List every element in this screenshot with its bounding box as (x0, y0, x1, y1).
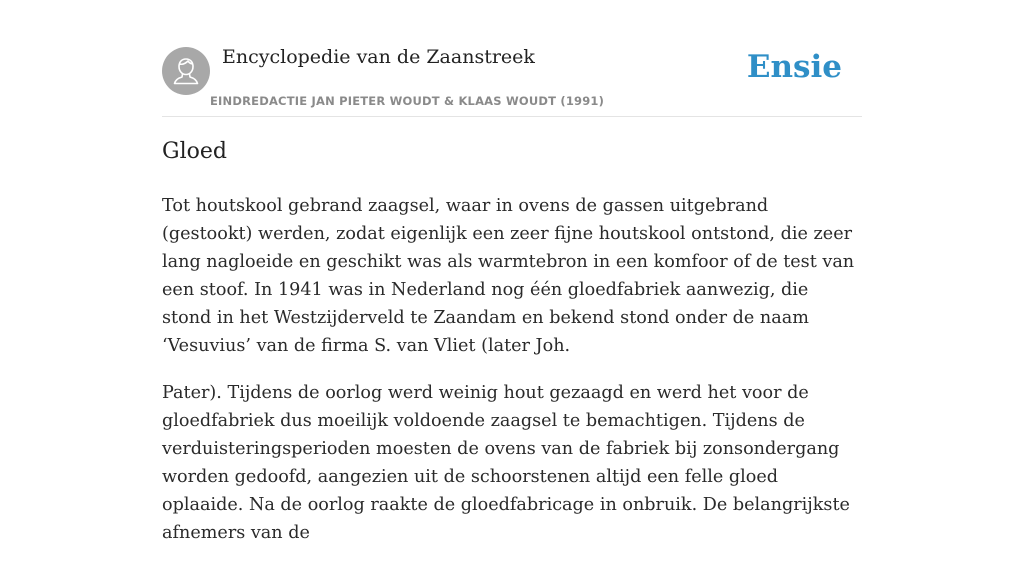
user-silhouette-icon[interactable] (162, 47, 210, 95)
ensie-logo[interactable]: Ensie (746, 49, 842, 85)
source-editors: EINDREDACTIE JAN PIETER WOUDT & KLAAS WOUDT (1991) (210, 94, 605, 108)
entry-paragraph: Tot houtskool gebrand zaagsel, waar in ovens de gassen uitgebrand (gestookt) werden, zodat eigenlijk een zeer fijne houtskool ontstond, die zeer lang nagloeide en geschikt was als warmtebron in een komfoor of de test van een stoof. In 1941 was in Nederland nog één gloedfabriek aanwezig, die stond in het Westzijderveld te Zaandam en bekend stond onder de naam ‘Vesuvius’ van de firma S. van Vliet (later Joh. (162, 196, 855, 356)
source-title[interactable]: Encyclopedie van de Zaanstreek (222, 46, 535, 68)
entry-title: Gloed (162, 139, 227, 164)
entry-paragraph: Pater). Tijdens de oorlog werd weinig hout gezaagd en werd het voor de gloedfabriek dus moeilijk voldoende zaagsel te bemachtigen. Tijdens de verduisteringsperioden moesten de ovens van de fabriek bij zonsondergang worden gedoofd, aangezien uit de schoorstenen altijd een felle gloed oplaaide. Na de oorlog raakte de gloedfabricage in onbruik. De belangrijkste afnemers van de (162, 383, 850, 543)
source-header (162, 44, 862, 117)
entry-body (162, 192, 862, 566)
